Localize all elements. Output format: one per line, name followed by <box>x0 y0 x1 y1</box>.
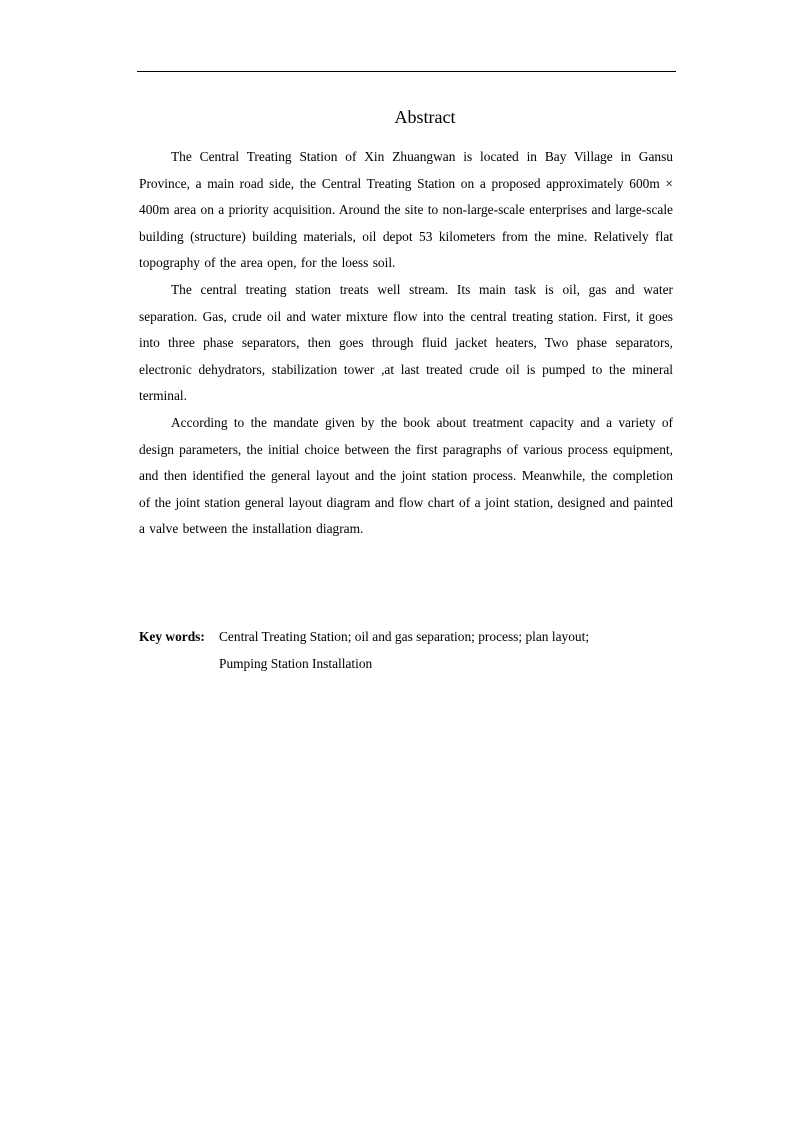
keywords-line-2 <box>139 651 679 678</box>
abstract-paragraph-1: The Central Treating Station of Xin Zhuangwan is located in Bay Village in Gansu Province, a main road side, the Central Treating Station on a proposed approximately 600m × 400m area on a priority acquisition. Around the site to non-large-scale enterprises and large-scale building (structure) building materials, oil depot 53 kilometers from the mine. Relatively flat topography of the area open, for the loess soil. <box>139 149 673 271</box>
keywords-text-1: Central Treating Station; oil and gas separation; process; plan layout; <box>219 629 590 644</box>
header-rule <box>137 71 676 72</box>
abstract-paragraph-2: The central treating station treats well stream. Its main task is oil, gas and water separation. Gas, crude oil and water mixture flow into the central treating station. First, it goes into three phase separators, then goes through fluid jacket heaters, Two phase separators, electronic dehydrators, stabilization tower ,at last treated crude oil is pumped to the mineral terminal. <box>139 281 673 404</box>
keywords-text-2: Pumping Station Installation <box>219 655 373 671</box>
keywords-line-1 <box>139 624 679 651</box>
abstract-body <box>139 144 673 543</box>
abstract-paragraph-3: According to the mandate given by the book about treatment capacity and a variety of design parameters, the initial choice between the first paragraphs of various process equipment, and then identified the general layout and the joint station process. Meanwhile, the completion of the joint station general layout diagram and flow chart of a joint station, designed and painted a valve between the installation diagram. <box>139 414 673 537</box>
keywords-label: Key words: <box>139 629 205 644</box>
keywords-section <box>139 624 679 677</box>
page-title: Abstract <box>394 107 456 127</box>
